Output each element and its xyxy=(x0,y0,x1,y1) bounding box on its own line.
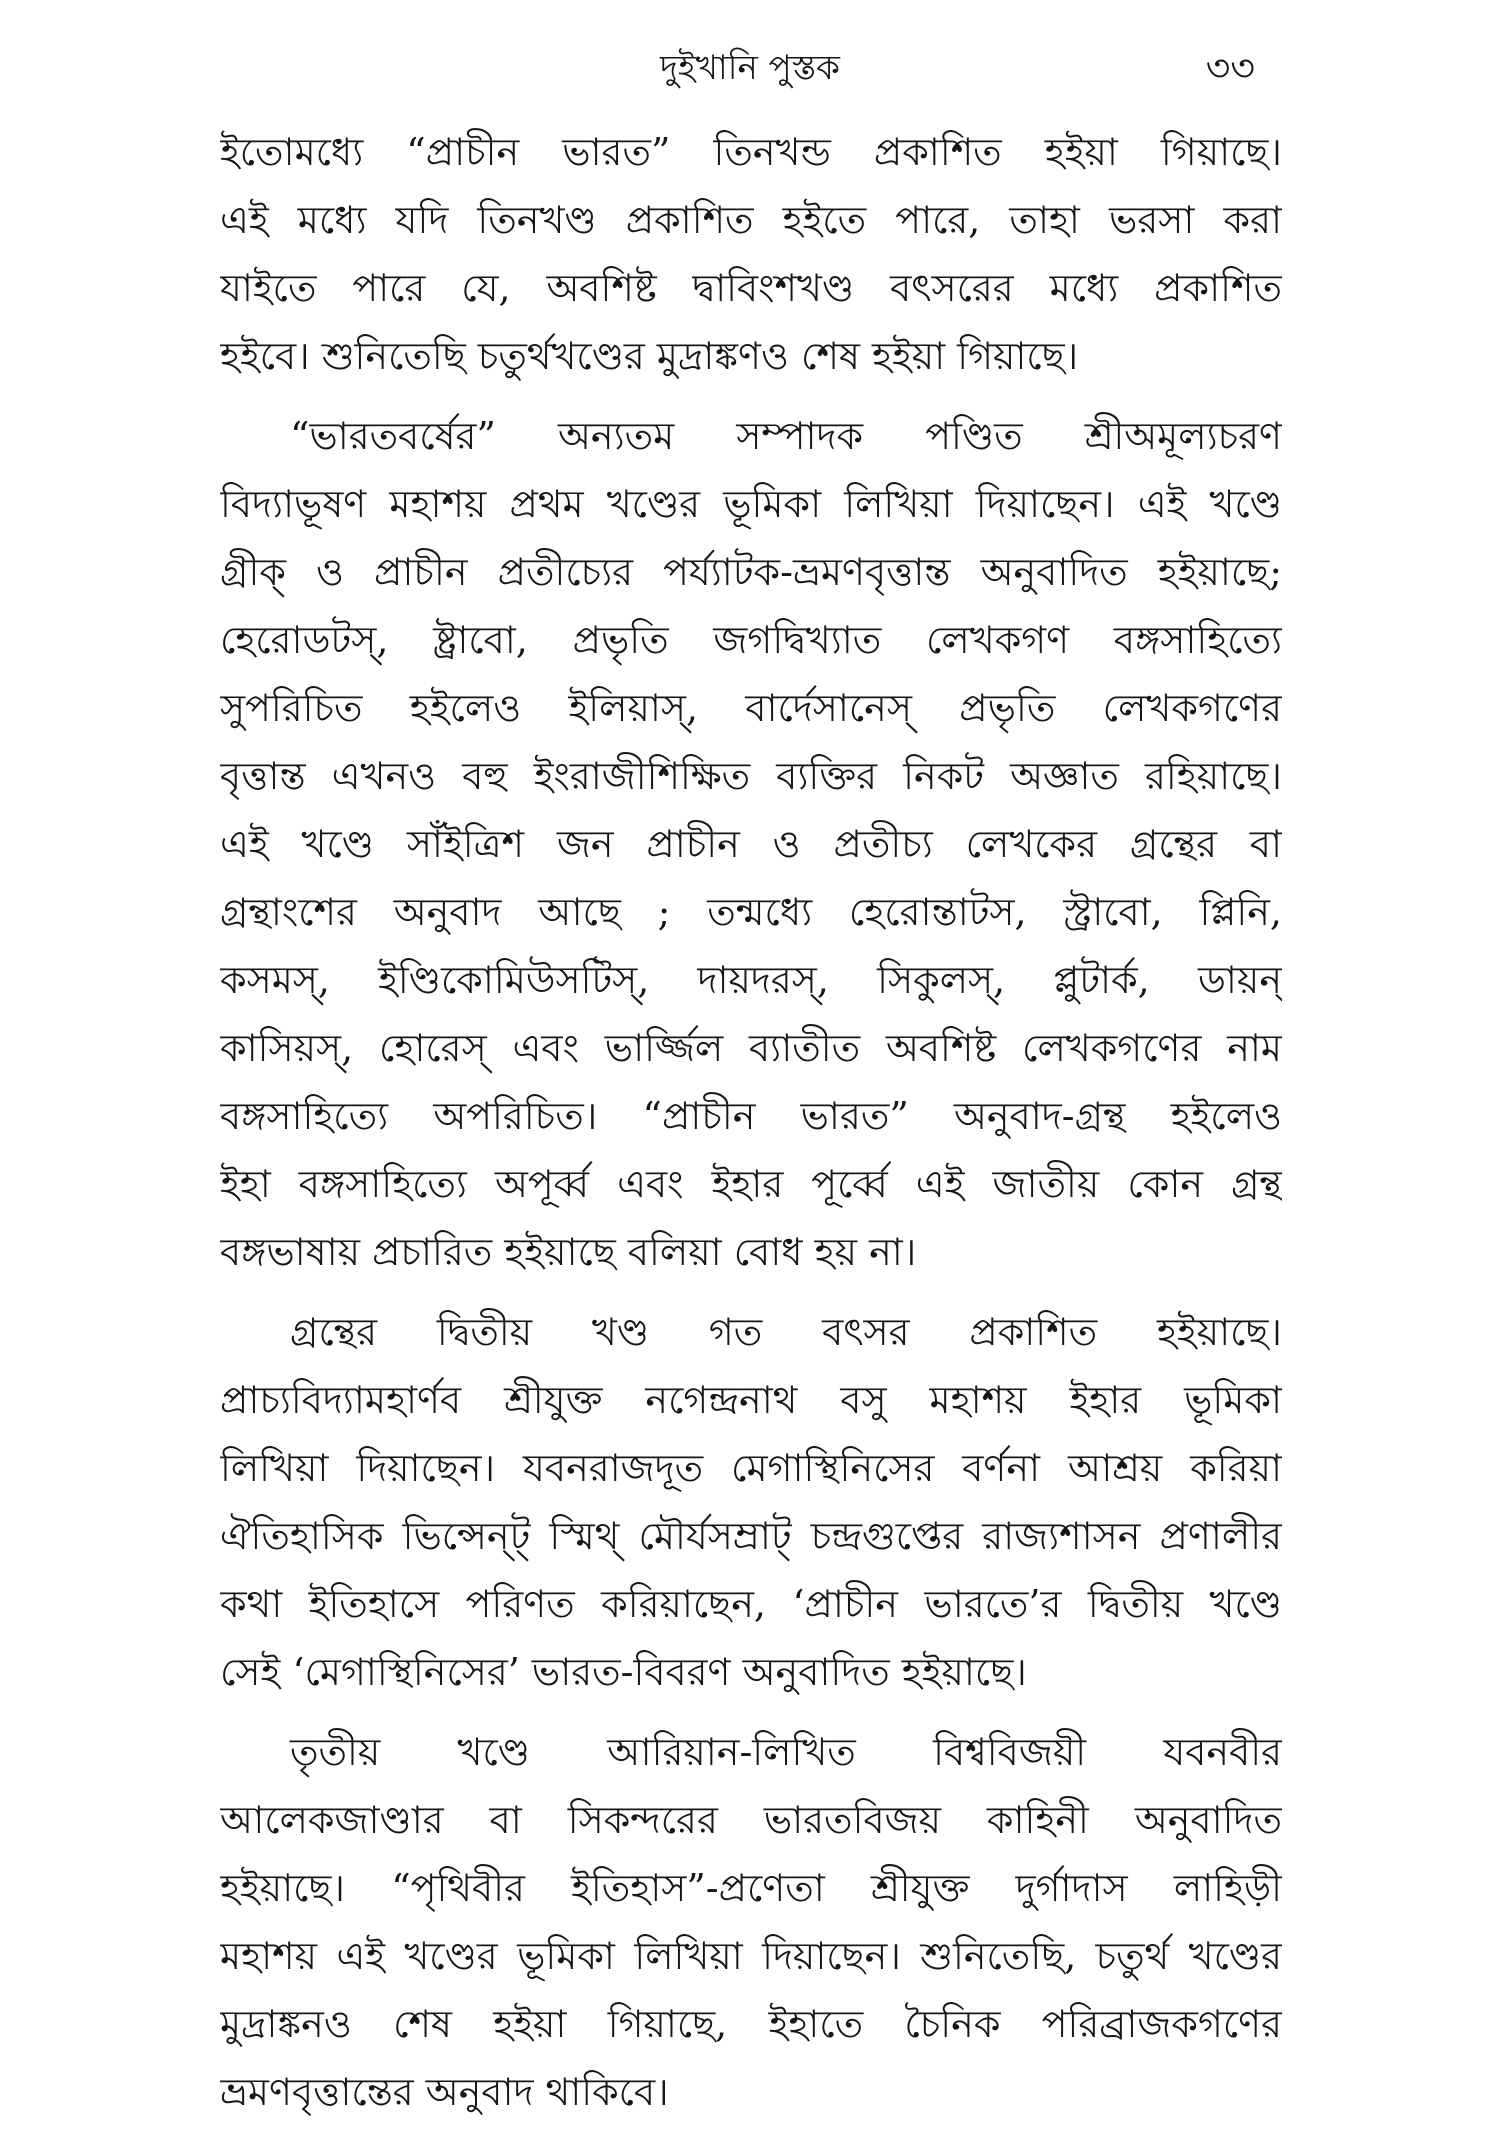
text-line: ইহা বঙ্গসাহিত্যে অপূর্ব্ব এবং ইহার পূর্ব্বে এই জাতীয় কোন গ্রন্থ xyxy=(220,1162,1282,1206)
text-line: বিদ্যাভূষণ মহাশয় প্রথম খণ্ডের ভূমিকা লিখিয়া দিয়াছেন। এই খণ্ডে xyxy=(220,482,1282,526)
text-line: বঙ্গসাহিত্যে অপরিচিত। “প্রাচীন ভারত” অনুবাদ-গ্রন্থ হইলেও xyxy=(220,1094,1282,1138)
text-line: সেই ‘মেগাস্থিনিসের’ ভারত-বিবরণ অনুবাদিত হইয়াছে। xyxy=(220,1650,1027,1694)
text-line: কাসিয়স্, হোরেস্ এবং ভার্জ্জিল ব্যাতীত অবশিষ্ট লেখকগণের নাম xyxy=(220,1026,1282,1070)
paragraph-1 xyxy=(220,118,1282,390)
text-line: ইতোমধ্যে “প্রাচীন ভারত” তিনখন্ড প্রকাশিত হইয়া গিয়াছে। xyxy=(220,130,1282,174)
text-line: এই খণ্ডে সাঁইত্রিশ জন প্রাচীন ও প্রতীচ্য লেখকের গ্রন্থের বা xyxy=(220,822,1282,866)
text-line: প্রাচ্যবিদ্যামহার্ণব শ্রীযুক্ত নগেন্দ্রনাথ বসু মহাশয় ইহার ভূমিকা xyxy=(220,1378,1282,1422)
text-line: মুদ্রাঙ্কনও শেষ হইয়া গিয়াছে, ইহাতে চৈনিক পরিব্রাজকগণের xyxy=(220,2002,1282,2046)
text-line: “ভারতবর্ষের” অন্যতম সম্পাদক পণ্ডিত শ্রীঅমূল্যচরণ xyxy=(290,414,1282,458)
text-line: গ্রীক্ ও প্রাচীন প্রতীচ্যের পর্য্যাটক-ভ্রমণবৃত্তান্ত অনুবাদিত হইয়াছে; xyxy=(220,550,1282,594)
paragraph-3 xyxy=(220,1298,1282,1706)
body-text xyxy=(220,118,1282,2138)
text-line: যাইতে পারে যে, অবশিষ্ট দ্বাবিংশখণ্ড বৎসরের মধ্যে প্রকাশিত xyxy=(220,266,1282,310)
paragraph-2 xyxy=(220,402,1282,1286)
text-line: হেরোডটস্, ষ্ট্রাবো, প্রভৃতি জগদ্বিখ্যাত লেখকগণ বঙ্গসাহিত্যে xyxy=(220,618,1282,662)
text-line: কসমস্, ইণ্ডিকোমিউসটিস্, দায়দরস্, সিকুলস্, প্লুটার্ক, ডায়ন্ xyxy=(220,958,1282,1002)
running-title: দুইখানি পুস্তক xyxy=(660,48,840,88)
text-line: এই মধ্যে যদি তিনখণ্ড প্রকাশিত হইতে পারে, তাহা ভরসা করা xyxy=(220,198,1282,242)
text-line: মহাশয় এই খণ্ডের ভূমিকা লিখিয়া দিয়াছেন। শুনিতেছি, চতুর্থ খণ্ডের xyxy=(220,1934,1282,1978)
text-line: ভ্রমণবৃত্তান্তের অনুবাদ থাকিবে। xyxy=(220,2070,669,2114)
text-line: সুপরিচিত হইলেও ইলিয়াস্, বার্দেসানেস্ প্রভৃতি লেখকগণের xyxy=(220,686,1282,730)
text-line: তৃতীয় খণ্ডে আরিয়ান-লিখিত বিশ্ববিজয়ী যবনবীর xyxy=(290,1730,1282,1774)
text-line: হইয়াছে। “পৃথিবীর ইতিহাস”-প্রণেতা শ্রীযুক্ত দুর্গাদাস লাহিড়ী xyxy=(220,1866,1282,1910)
text-line: বঙ্গভাষায় প্রচারিত হইয়াছে বলিয়া বোধ হয় না। xyxy=(220,1230,917,1274)
text-line: গ্রন্থের দ্বিতীয় খণ্ড গত বৎসর প্রকাশিত হইয়াছে। xyxy=(290,1310,1282,1354)
text-line: আলেকজাণ্ডার বা সিকন্দরের ভারতবিজয় কাহিনী অনুবাদিত xyxy=(220,1798,1282,1842)
page-number: ৩৩ xyxy=(1205,46,1255,90)
text-line: ঐতিহাসিক ভিন্সেন্ট্ স্মিথ্ মৌর্যসম্রাট্ চন্দ্রগুপ্তের রাজ্যশাসন প্রণালীর xyxy=(220,1514,1282,1558)
text-line: বৃত্তান্ত এখনও বহু ইংরাজীশিক্ষিত ব্যক্তির নিকট অজ্ঞাত রহিয়াছে। xyxy=(220,754,1282,798)
text-line: গ্রন্থাংশের অনুবাদ আছে ; তন্মধ্যে হেরোন্তাটস, স্ট্রাবো, প্লিনি, xyxy=(220,890,1282,934)
text-line: কথা ইতিহাসে পরিণত করিয়াছেন, ‘প্রাচীন ভারতে’র দ্বিতীয় খণ্ডে xyxy=(220,1582,1282,1626)
running-header xyxy=(0,42,1500,94)
text-line: হইবে। শুনিতেছি চতুর্থখণ্ডের মুদ্রাঙ্কণও শেষ হইয়া গিয়াছে। xyxy=(220,334,1079,378)
paragraph-4 xyxy=(220,1718,1282,2126)
text-line: লিখিয়া দিয়াছেন। যবনরাজদূত মেগাস্থিনিসের বর্ণনা আশ্রয় করিয়া xyxy=(220,1446,1282,1490)
